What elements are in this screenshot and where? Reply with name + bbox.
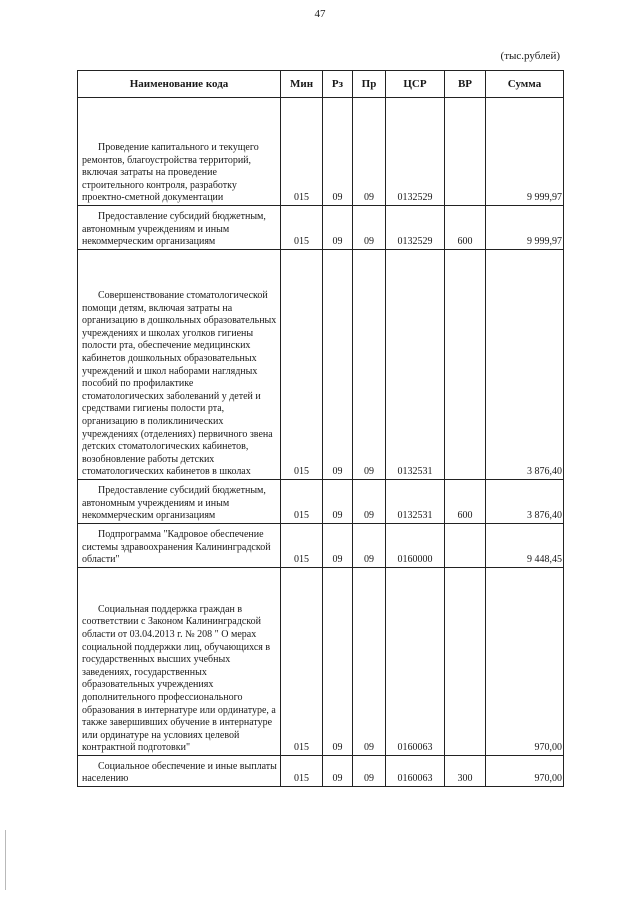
row-pr: 09 [353,524,386,568]
table-row [78,206,564,250]
row-name: Предоставление субсидий бюджетным, автономным учреждениям и иным некоммерческим организациям [78,480,281,524]
row-pr: 09 [353,98,386,206]
row-csr: 0160000 [386,524,445,568]
units-label: (тыс.рублей) [500,50,560,62]
row-rz: 09 [323,480,353,524]
row-sum: 3 876,40 [486,250,564,480]
row-csr: 0160063 [386,568,445,756]
header-min: Мин [281,71,323,98]
row-vr: 600 [445,206,486,250]
row-rz: 09 [323,98,353,206]
row-vr [445,524,486,568]
row-csr: 0132531 [386,250,445,480]
row-rz: 09 [323,250,353,480]
table-row [78,98,564,206]
row-sum: 9 999,97 [486,206,564,250]
row-rz: 09 [323,524,353,568]
row-rz: 09 [323,206,353,250]
row-pr: 09 [353,250,386,480]
row-sum: 970,00 [486,756,564,787]
row-rz: 09 [323,756,353,787]
header-name: Наименование кода [78,71,281,98]
row-csr: 0132531 [386,480,445,524]
table-row [78,524,564,568]
row-vr: 300 [445,756,486,787]
row-name: Совершенствование стоматологической помощи детям, включая затраты на организацию в дошкольных образовательных учреждениях и школах уголков гигиены полости рта, обеспечение медицинских кабинетов дошкольных образовательных учреждений и школ наборами наглядных пособий по профилактике стоматологических заболеваний у детей и средствами гигиены полости рта, организацию в поликлинических учреждениях (отделениях) первичного звена детских стоматологических кабинетов, возобновление работы детских стоматологических кабинетов в школах [78,250,281,480]
row-rz: 09 [323,568,353,756]
table-row [78,568,564,756]
row-pr: 09 [353,568,386,756]
row-name: Социальное обеспечение и иные выплаты населению [78,756,281,787]
row-min: 015 [281,250,323,480]
table-row [78,250,564,480]
row-sum: 9 999,97 [486,98,564,206]
scan-margin-mark [5,830,6,890]
row-min: 015 [281,524,323,568]
header-rz: Рз [323,71,353,98]
row-name: Предоставление субсидий бюджетным, автономным учреждениям и иным некоммерческим организациям [78,206,281,250]
row-csr: 0132529 [386,206,445,250]
row-name: Социальная поддержка граждан в соответствии с Законом Калининградской области от 03.04.2013 г. № 208 " О мерах социальной поддержки лиц, обучающихся в государственных высших учебных заведениях, государственных образовательных учреждениях дополнительного профессионального образования в интернатуре или ординатуре, а также завершивших обучение в интернатуре или ординатуре на условиях целевой контрактной подготовки" [78,568,281,756]
header-vr: ВР [445,71,486,98]
row-name: Подпрограмма "Кадровое обеспечение системы здравоохранения Калининградской области" [78,524,281,568]
table-header-row [78,71,564,98]
row-sum: 970,00 [486,568,564,756]
row-pr: 09 [353,480,386,524]
row-min: 015 [281,98,323,206]
header-pr: Пр [353,71,386,98]
row-name: Проведение капитального и текущего ремонтов, благоустройства территорий, включая затраты на проведение строительного контроля, разработку проектно-сметной документации [78,98,281,206]
row-vr [445,568,486,756]
row-min: 015 [281,756,323,787]
row-min: 015 [281,568,323,756]
header-sum: Сумма [486,71,564,98]
page-number: 47 [314,8,326,20]
header-csr: ЦСР [386,71,445,98]
row-sum: 9 448,45 [486,524,564,568]
table-row [78,480,564,524]
row-sum: 3 876,40 [486,480,564,524]
table-row [78,756,564,787]
row-pr: 09 [353,206,386,250]
budget-table [77,70,564,787]
row-vr [445,98,486,206]
row-min: 015 [281,206,323,250]
row-vr [445,250,486,480]
row-vr: 600 [445,480,486,524]
row-csr: 0132529 [386,98,445,206]
row-csr: 0160063 [386,756,445,787]
row-min: 015 [281,480,323,524]
row-pr: 09 [353,756,386,787]
